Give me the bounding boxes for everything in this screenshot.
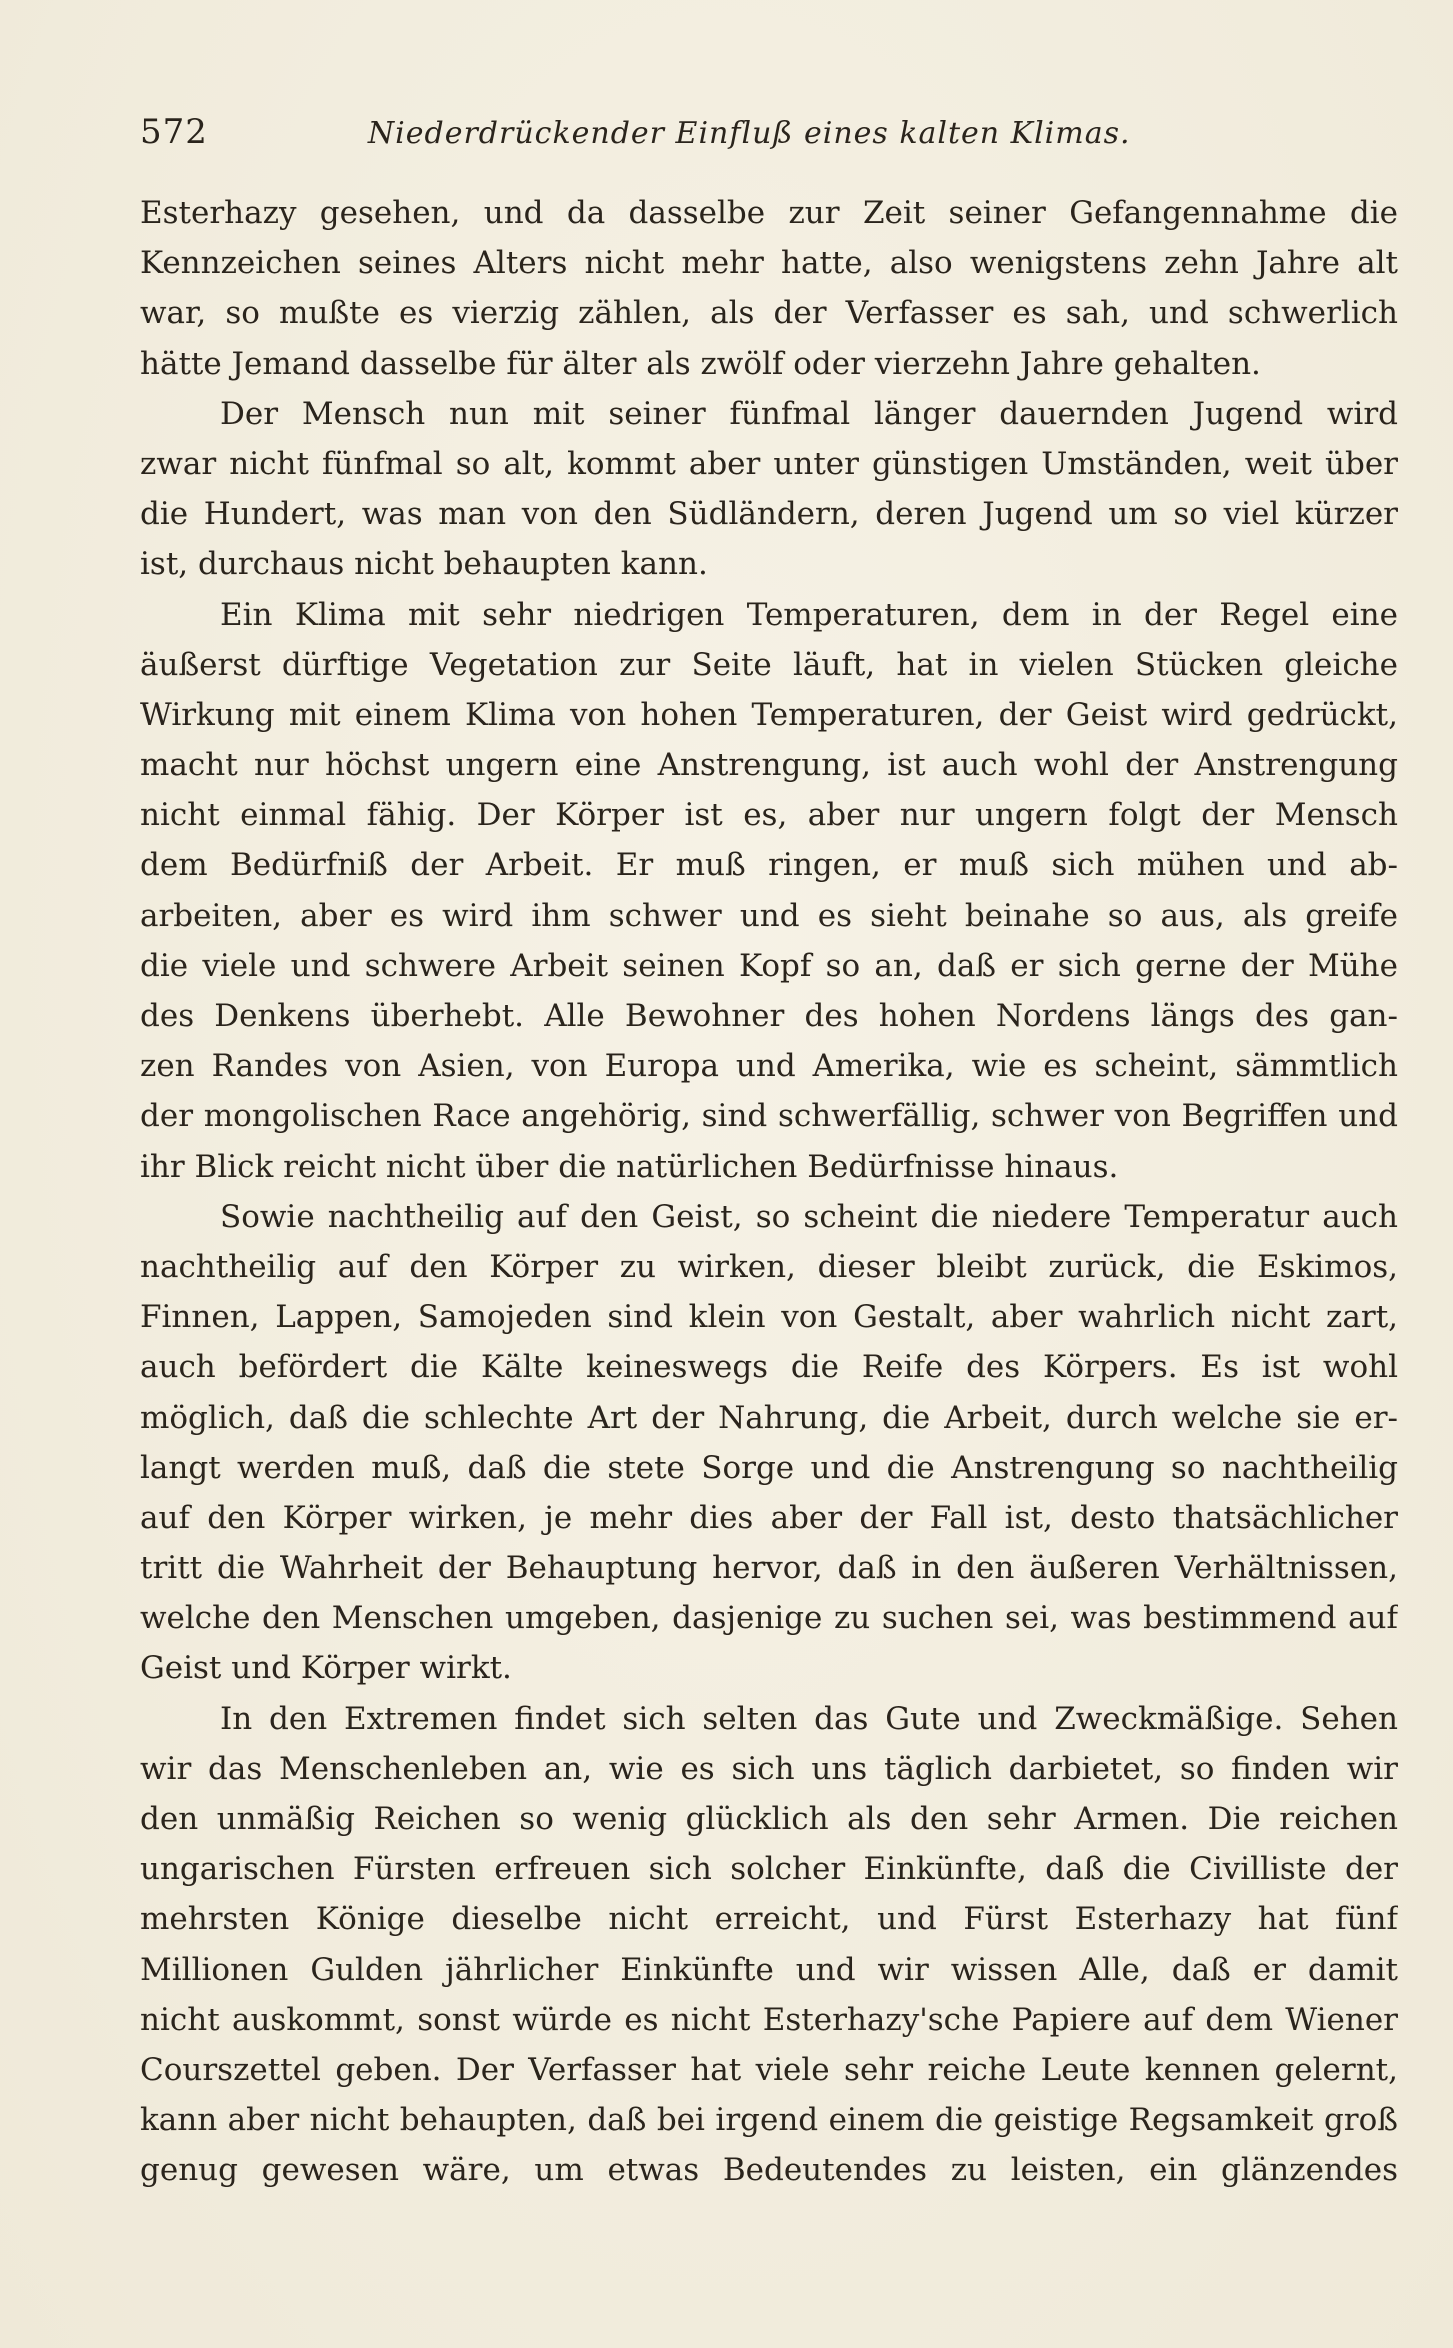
text-line: nicht einmal fähig. Der Körper ist es, aber nur ungern folgt der Mensch: [140, 797, 1398, 834]
text-line: ihr Blick reicht nicht über die natürlichen Bedürfnisse hinaus.: [140, 1148, 1119, 1185]
text-line: zwar nicht fünfmal so alt, kommt aber unter günstigen Umständen, weit über: [140, 445, 1398, 482]
text-line: genug gewesen wäre, um etwas Bedeutendes zu leisten, ein glänzendes: [140, 2152, 1398, 2189]
text-line: mehrsten Könige dieselbe nicht erreicht, und Fürst Esterhazy hat fünf: [140, 1901, 1398, 1938]
text-line: arbeiten, aber es wird ihm schwer und es sieht beinahe so aus, als greife: [140, 897, 1398, 934]
text-line: Geist und Körper wirkt.: [140, 1650, 512, 1687]
text-line: tritt die Wahrheit der Behauptung hervor, daß in den äußeren Verhältnissen,: [140, 1550, 1398, 1587]
text-line: In den Extremen findet sich selten das Gute und Zweckmäßige. Sehen: [220, 1700, 1398, 1737]
text-line: möglich, daß die schlechte Art der Nahrung, die Arbeit, durch welche sie er-: [140, 1399, 1398, 1436]
text-line: den unmäßig Reichen so wenig glücklich als den sehr Armen. Die reichen: [140, 1801, 1398, 1837]
text-line: Wirkung mit einem Klima von hohen Temperaturen, der Geist wird gedrückt,: [140, 696, 1398, 733]
text-line: zen Randes von Asien, von Europa und Amerika, wie es scheint, sämmtlich: [140, 1048, 1398, 1085]
text-line: Millionen Gulden jährlicher Einkünfte und wir wissen Alle, daß er damit: [140, 1951, 1398, 1988]
text-line: nachtheilig auf den Körper zu wirken, dieser bleibt zurück, die Eskimos,: [140, 1248, 1398, 1285]
text-line: ungarischen Fürsten erfreuen sich solcher Einkünfte, daß die Civilliste der: [140, 1851, 1398, 1888]
text-line: kann aber nicht behaupten, daß bei irgend einem die geistige Regsamkeit groß: [140, 2102, 1398, 2139]
text-line: welche den Menschen umgeben, dasjenige zu suchen sei, was bestimmend auf: [140, 1600, 1398, 1637]
text-line: die viele und schwere Arbeit seinen Kopf so an, daß er sich gerne der Mühe: [140, 947, 1398, 984]
text-line: Finnen, Lappen, Samojeden sind klein von Gestalt, aber wahrlich nicht zart,: [140, 1299, 1398, 1336]
text-line: nicht auskommt, sonst würde es nicht Esterhazy'sche Papiere auf dem Wiener: [140, 2001, 1398, 2038]
text-line: Sowie nachtheilig auf den Geist, so scheint die niedere Temperatur auch: [220, 1198, 1398, 1235]
body-text: [140, 188, 1398, 2196]
text-line: äußerst dürftige Vegetation zur Seite läuft, hat in vielen Stücken gleiche: [140, 646, 1398, 683]
text-line: Courszettel geben. Der Verfasser hat viele sehr reiche Leute kennen gelernt,: [140, 2051, 1398, 2088]
text-line: hätte Jemand dasselbe für älter als zwölf oder vierzehn Jahre gehalten.: [140, 345, 1261, 382]
text-line: macht nur höchst ungern eine Anstrengung, ist auch wohl der Anstrengung: [140, 747, 1398, 784]
text-line: auf den Körper wirken, je mehr dies aber der Fall ist, desto thatsächlicher: [140, 1499, 1398, 1536]
text-line: wir das Menschenleben an, wie es sich uns täglich darbietet, so finden wir: [140, 1750, 1398, 1787]
text-line: des Denkens überhebt. Alle Bewohner des hohen Nordens längs des gan-: [140, 998, 1398, 1034]
text-line: der mongolischen Race angehörig, sind schwerfällig, schwer von Begriffen und: [140, 1098, 1398, 1135]
page-header: [140, 112, 1400, 162]
page-number: 572: [140, 112, 208, 152]
text-line: Kennzeichen seines Alters nicht mehr hatte, also wenigstens zehn Jahre alt: [140, 245, 1398, 282]
text-line: dem Bedürfniß der Arbeit. Er muß ringen, er muß sich mühen und ab-: [140, 847, 1398, 884]
text-line: Ein Klima mit sehr niedrigen Temperaturen, dem in der Regel eine: [220, 596, 1398, 633]
running-title: Niederdrückender Einfluß eines kalten Klimas.: [367, 116, 1131, 151]
text-line: die Hundert, was man von den Südländern, deren Jugend um so viel kürzer: [140, 496, 1398, 533]
text-line: auch befördert die Kälte keineswegs die Reife des Körpers. Es ist wohl: [140, 1349, 1398, 1386]
text-line: langt werden muß, daß die stete Sorge und die Anstrengung so nachtheilig: [140, 1449, 1398, 1486]
text-line: Der Mensch nun mit seiner fünfmal länger dauernden Jugend wird: [220, 395, 1398, 432]
text-line: Esterhazy gesehen, und da dasselbe zur Zeit seiner Gefangennahme die: [140, 195, 1398, 231]
text-line: ist, durchaus nicht behaupten kann.: [140, 546, 708, 583]
text-line: war, so mußte es vierzig zählen, als der Verfasser es sah, und schwerlich: [140, 295, 1398, 332]
